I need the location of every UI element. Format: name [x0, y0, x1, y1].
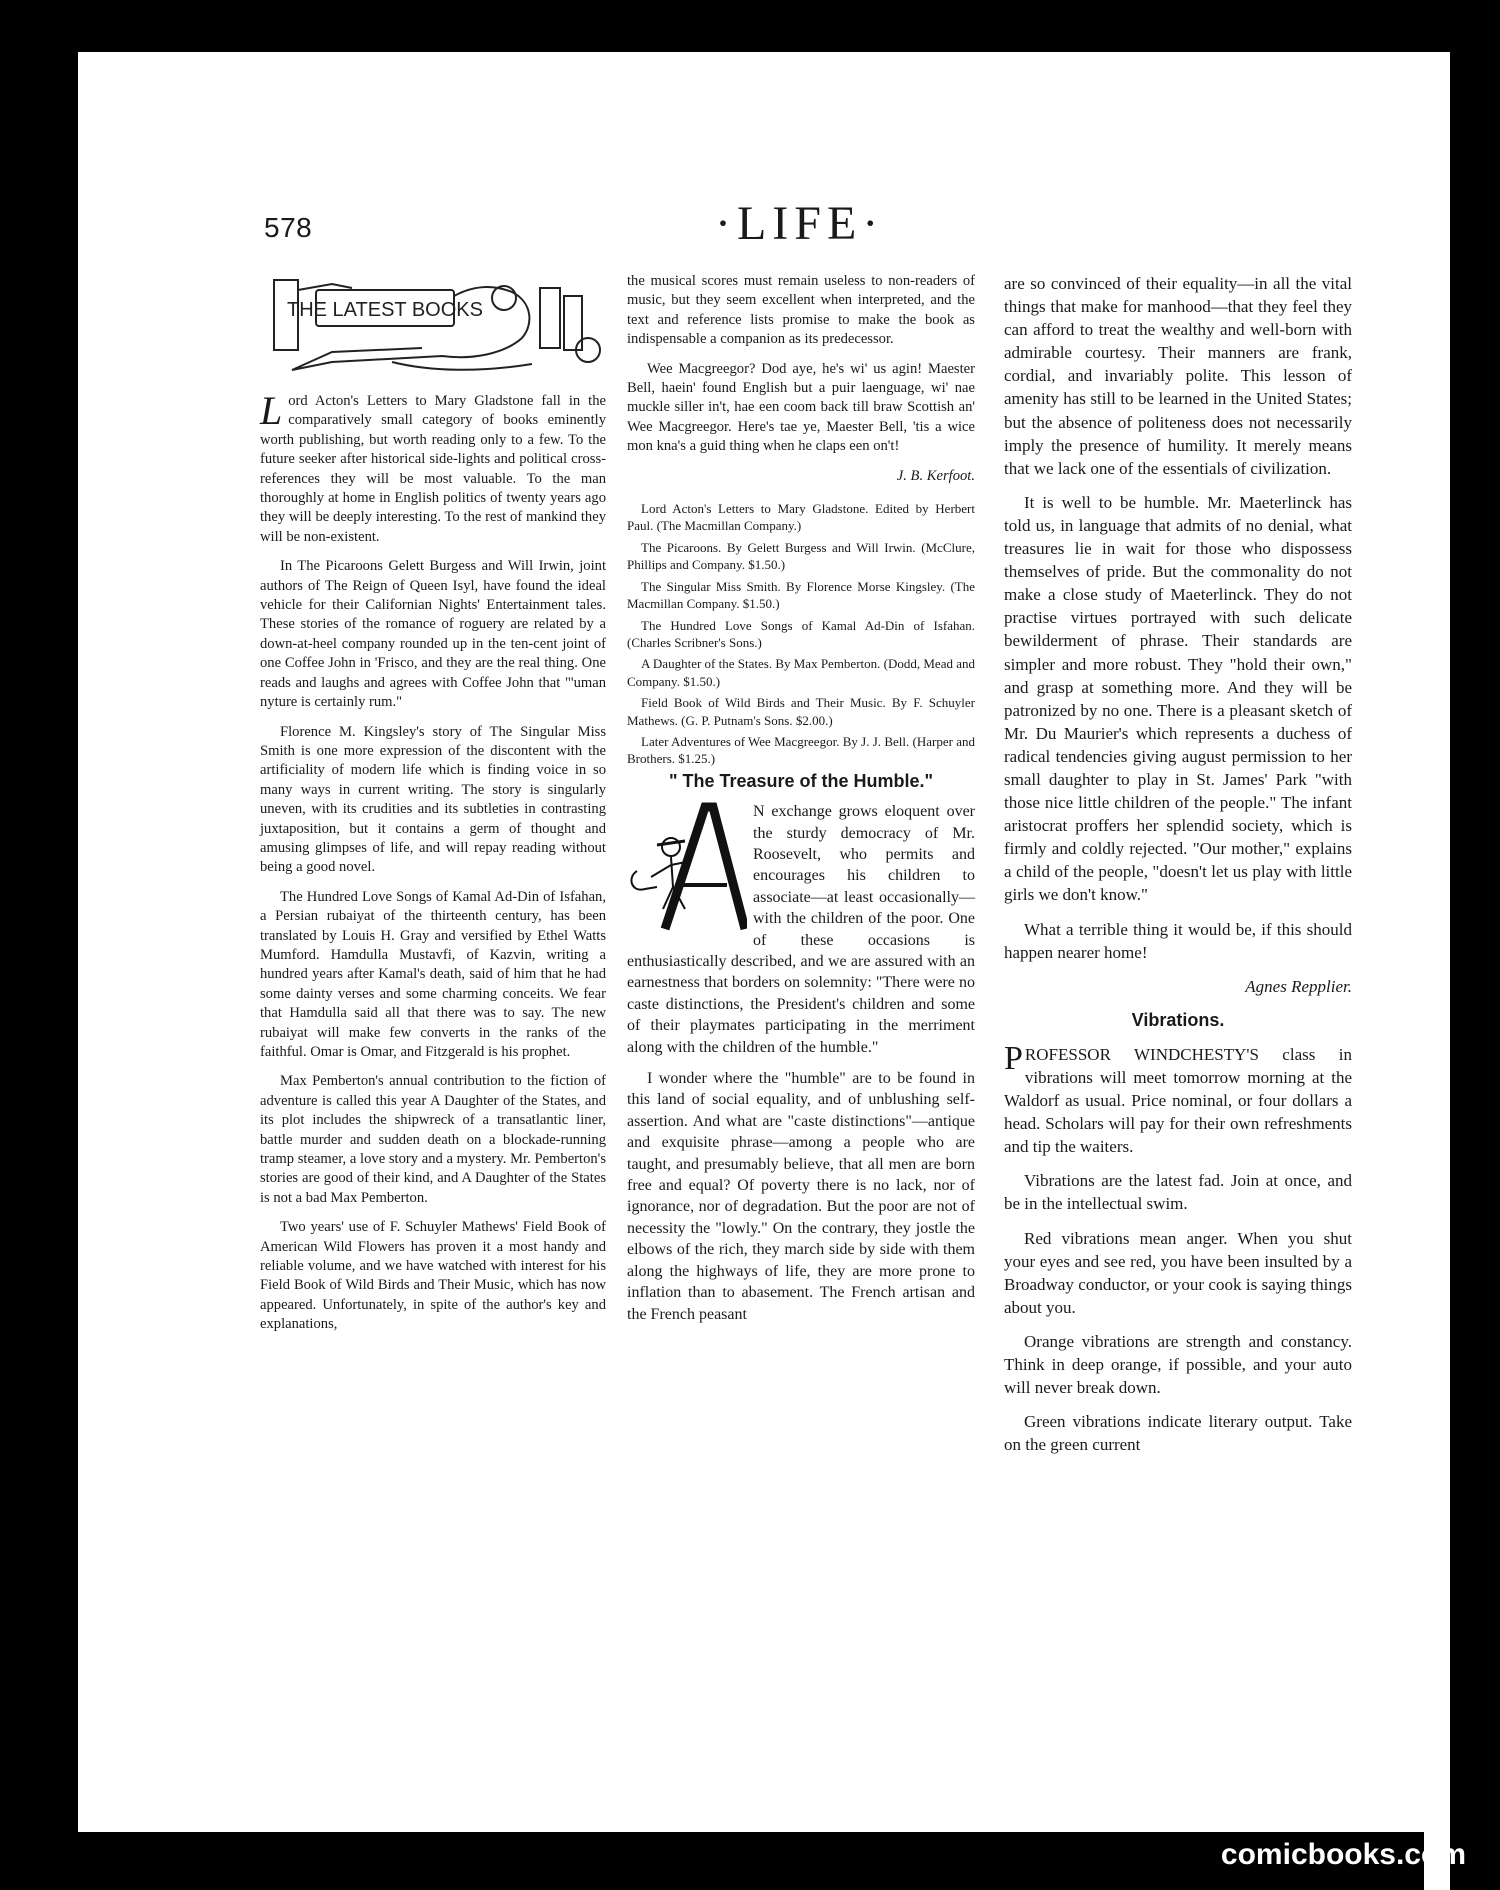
- essay-treasure-p2: I wonder where the "humble" are to be found in this land of social equality, and of unblushing self-assertion. And what are "caste distinctions"—antique and exquisite phrase—among a people who are taught, and presumably believe, that all men are born free and equal? Of poverty there is no lack, nor of ignorance, nor of degradation. But the poor are not of necessity the "lowly." On the contrary, they jostle the elbows of the rich, they march side by side with them along the highways of life, they are more prone to inflation than to abasement. The French artisan and the French peasant: [627, 1070, 975, 1323]
- book-reference: The Hundred Love Songs of Kamal Ad-Din of Isfahan. (Charles Scribner's Sons.): [627, 617, 975, 650]
- signature-repplier: Agnes Repplier.: [1245, 976, 1352, 996]
- essay-treasure-p3: are so convinced of their equality—in all the vital things that make for manhood—that they feel they can afford to treat the wealthy and well-born with admirable courtesy. Their manners are frank, cordial, and invariably polite. This lesson of amenity has still to be learned in the United States; but the absence of politeness does not necessarily imply the presence of humility. It merely means that we lack one of the essentials of civilization.: [1004, 274, 1352, 478]
- column-2: [627, 272, 975, 1335]
- book-reference: A Daughter of the States. By Max Pemberton. (Dodd, Mead and Company. $1.50.): [627, 656, 975, 689]
- book-reference: The Picaroons. By Gelett Burgess and Will Irwin. (McClure, Phillips and Company. $1.50.): [627, 539, 975, 573]
- vibrations-p3: Red vibrations mean anger. When you shut your eyes and see red, you have been insulted by a Broadway conductor, or your cook is saying things about you.: [1004, 1228, 1352, 1317]
- essay-treasure-p5: What a terrible thing it would be, if this should happen nearer home!: [1004, 919, 1352, 962]
- review-wee-macgreegor: Wee Macgreegor? Dod aye, he's wi' us agin! Maester Bell, haein' found English but a puir laenguage, wi' nae muckle siller in't, hae een coom back till braw Scottish an' Wee Macgreegor. Here's tae ye, Maester Bell, 'tis a wice mon kna's a guid thing when he claps een on't!: [627, 360, 975, 455]
- review-field-book: Two years' use of F. Schuyler Mathews' Field Book of American Wild Flowers has proven it a most handy and reliable volume, and we have watched with interest for his Field Book of Wild Birds and Their Music, which has now appeared. Unfortunately, in spite of the author's key and explanations,: [260, 1219, 606, 1333]
- book-references: [627, 500, 975, 768]
- watermark: comicbooks.com: [1220, 1838, 1466, 1871]
- signature-kerfoot: J. B. Kerfoot.: [896, 467, 975, 484]
- column-3: [1004, 272, 1352, 1467]
- masthead-title: ·LIFE·: [715, 197, 885, 250]
- adjacent-page-edge: [1424, 120, 1450, 1890]
- review-hundred-love-songs: The Hundred Love Songs of Kamal Ad-Din of Isfahan, a Persian rubaiyat of the thirteenth century, has been translated by Louis H. Gray and versified by Ethel Watts Mumford. Hamdulla Mustavfi, of Kazvin, writing a hundred years after Kamal's death, said of him that he had some dainty verses and some charming conceits. We fear that Hamdulla said all that there was to say. The new rubaiyat will make few converts in the ranks of the faithful. Omar is Omar, and Fitzgerald is his prophet.: [260, 888, 606, 1060]
- drop-cap-p: P: [1004, 1039, 1023, 1077]
- header-banner-text: THE LATEST BOOKS: [287, 299, 483, 321]
- vibrations-p5: Green vibrations indicate literary output. Take on the green current: [1004, 1412, 1352, 1455]
- vibrations-p4: Orange vibrations are strength and constancy. Think in deep orange, if possible, and your auto will never break down.: [1004, 1331, 1352, 1398]
- book-reference: Lord Acton's Letters to Mary Gladstone. Edited by Herbert Paul. (The Macmillan Company.): [627, 501, 975, 534]
- drop-cap-l: L: [260, 388, 283, 433]
- essay-treasure-p4: It is well to be humble. Mr. Maeterlinck has told us, in language that admits of no denial, what treasures lie in wait for those who dispossess themselves of pride. But the commonality do not make a close study of Maeterlinck. They do not practise virtues portrayed with such delicate bewilderment of phrase. Their standards are simpler and more robust. They "hold their own," and grasp at something more. And they will be patronized by no one. There is a pleasant sketch of Mr. Du Maurier's which represents a duchess of radical tendencies giving august permission to her small daughter to play in St. James' Park "with those nice little children of the people." The infant aristocrat proffers her splendid society, which is firmly and coldly rejected. "Our mother," explains a child of the people, "doesn't let us play with little girls we don't know.": [1004, 492, 1352, 905]
- review-singular-miss-smith: Florence M. Kingsley's story of The Singular Miss Smith is one more expression of the discontent with the artificiality of modern life which is finding voice in so many ways in current writing. The story is singularly uneven, with its crudities and its subtleties in contrasting juxtaposition, but it contains a germ of thought and amusing glimpses of life, and will repay reading without being a good novel.: [260, 723, 606, 876]
- vibrations-p2: Vibrations are the latest fad. Join at once, and be in the intellectual swim.: [1004, 1171, 1352, 1214]
- essay-treasure-opening: N exchange grows eloquent over the sturdy democracy of Mr. Roosevelt, who permits and encourages his children to associate—at least occasionally—with the children of the poor. One of these occasions is enthusiastically described, and we are assured with an earnestness that borders on solemnity: "There were no caste distinctions, the President's children and some of their playmates participating in the merriment along with the children of the humble.": [627, 803, 975, 1056]
- book-reference: Later Adventures of Wee Macgreegor. By J. J. Bell. (Harper and Brothers. $1.25.): [627, 733, 975, 767]
- book-reference: Field Book of Wild Birds and Their Music. By F. Schuyler Mathews. (G. P. Putnam's Sons. $2.00.): [627, 695, 975, 728]
- vibrations-p1: PROFESSOR WINDCHESTY'S class in vibrations will meet tomorrow morning at the Waldorf as usual. Price nominal, or four dollars a head. Scholars will pay for their own refreshments and tip the waiters.: [1004, 1039, 1352, 1157]
- review-acton: Lord Acton's Letters to Mary Gladstone fall in the comparatively small category of books eminently worth publishing, but worth reading only to a few. To the future seeker after historical side-lights and political cross-references they will be most valuable. To the man thoroughly at home in English politics of twenty years ago they will be deeply interesting. To the rest of mankind they will be non-existent.: [260, 388, 606, 545]
- section-title-treasure: " The Treasure of the Humble.": [668, 770, 934, 791]
- review-daughter-of-the-states: Max Pemberton's annual contribution to the fiction of adventure is called this year A Daughter of the States, and its plot includes the shipwreck of a transatlantic liner, battle murder and sudden death on a blockade-running tramp steamer, a love story and a mystery. Mr. Pemberton's stories are good of their kind, and A Daughter of the States is not a bad Max Pemberton.: [260, 1073, 606, 1206]
- book-reference: The Singular Miss Smith. By Florence Morse Kingsley. (The Macmillan Company. $1.50.): [627, 578, 975, 612]
- review-field-book-cont: the musical scores must remain useless to non-readers of music, but they seem excellent when interpreted, and the text and reference lists promise to make the book as indispensable a companion as its predecessor.: [627, 273, 975, 348]
- section-title-vibrations: Vibrations.: [1131, 1009, 1225, 1030]
- review-picaroons: In The Picaroons Gelett Burgess and Will Irwin, joint authors of The Reign of Queen Isyl, have found the ideal vehicle for their Californian Nights' Entertainment tales. These stories of the romance of roguery are related by a down-at-heel company rounded up in the ten-cent joint of one Coffee John in 'Frisco, and they are the real thing. One reads and laughs and agrees with Coffee John that "'uman nyture is certainly rum.": [260, 558, 606, 711]
- column-1: [260, 388, 606, 1345]
- drop-cap-a-illustration: [627, 801, 747, 931]
- latest-books-header-illustration: [272, 276, 610, 376]
- page-number: 578: [264, 212, 313, 243]
